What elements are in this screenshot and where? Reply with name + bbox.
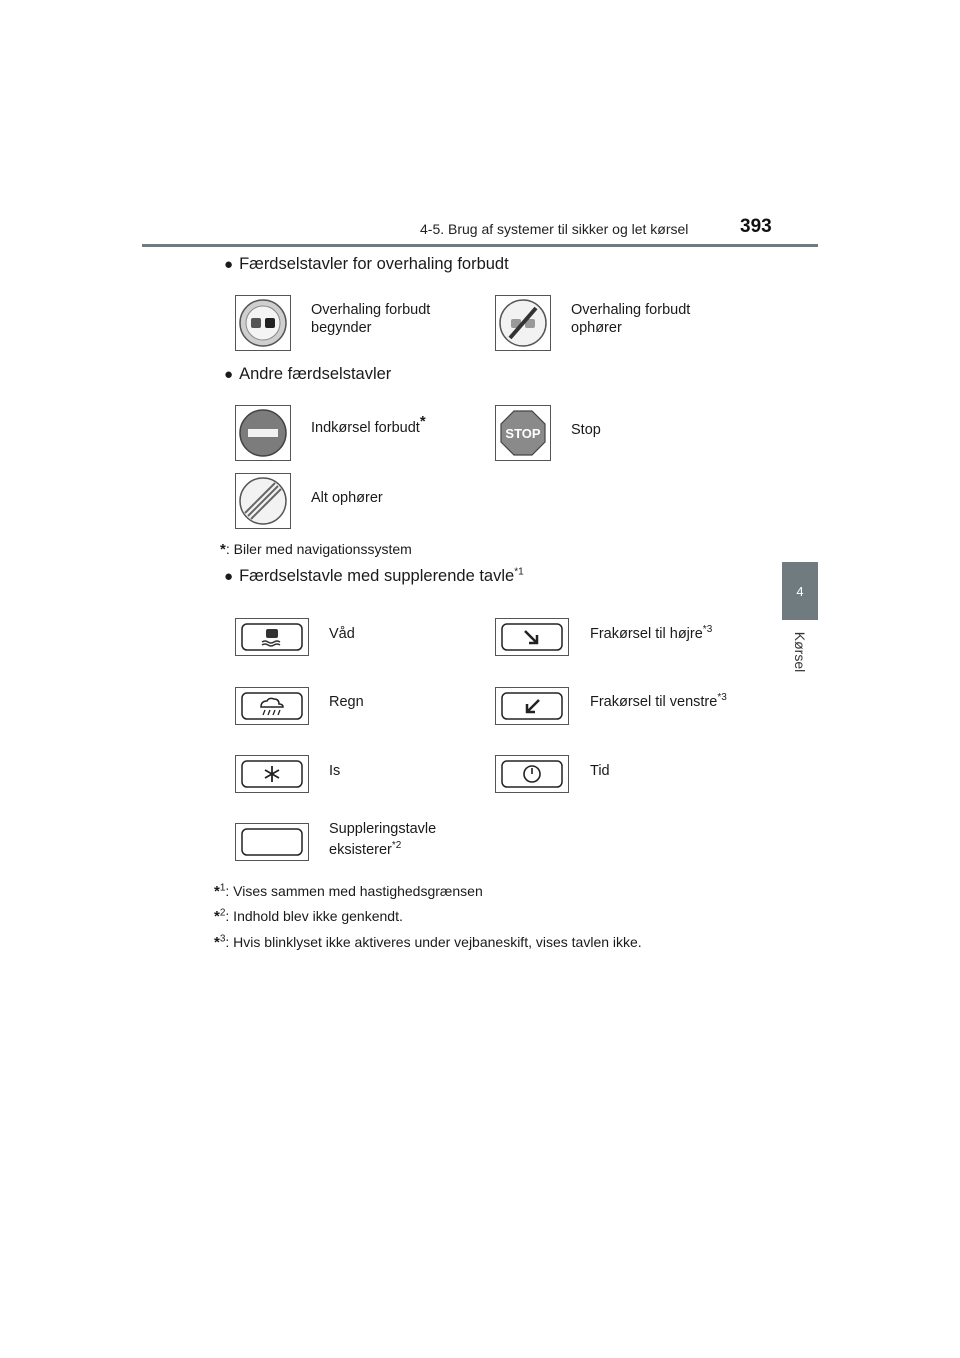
section-heading: 4-5. Brug af systemer til sikker og let kørsel	[420, 221, 689, 237]
rain-plate-icon	[235, 687, 309, 725]
no-entry-sign-icon	[235, 405, 291, 461]
sign-label: Stop	[571, 422, 601, 438]
chapter-label: Kørsel	[791, 631, 808, 673]
stop-sign-icon	[495, 405, 551, 461]
footnote-3: *$^3$: Hvis blinklyset ikke aktiveres under vejbaneskift, vises tavlen ikke.	[214, 933, 642, 951]
sign-label: Alt ophører	[311, 490, 383, 506]
plate-label: Is	[329, 763, 341, 779]
section-other-title: ● Andre færdselstavler	[224, 365, 392, 383]
ice-plate-icon	[235, 755, 309, 793]
end-no-overtaking-sign-icon	[495, 295, 551, 351]
wet-road-plate-icon	[235, 618, 309, 656]
footnote-star: *: Biler med navigationssystem	[220, 541, 412, 558]
plate-label: Regn	[329, 694, 364, 710]
plate-label: Tid	[590, 763, 610, 779]
section-supplementary-title: ● Færdselstavle med supplerende tavle$^{*1}$	[224, 566, 524, 585]
plate-label: Frakørsel til venstre$^{*3}$	[590, 692, 727, 710]
chapter-tab[interactable]	[782, 562, 818, 620]
sign-label: Overhaling forbudt ophører	[571, 302, 691, 336]
header-rule	[142, 244, 818, 247]
blank-plate-icon	[235, 823, 309, 861]
clock-plate-icon	[495, 755, 569, 793]
footnote-1: *$^1$: Vises sammen med hastighedsgrænsen	[214, 882, 483, 900]
exit-left-plate-icon	[495, 687, 569, 725]
sign-label: Overhaling forbudt begynder	[311, 302, 431, 336]
no-overtaking-sign-icon	[235, 295, 291, 351]
end-all-restrictions-sign-icon	[235, 473, 291, 529]
page-number: 393	[740, 216, 772, 237]
plate-label: Våd	[329, 626, 355, 642]
plate-label: Suppleringstavle eksisterer$^{*2}$	[329, 821, 437, 858]
chapter-number: 4	[796, 583, 804, 599]
exit-right-plate-icon	[495, 618, 569, 656]
footnote-2: *$^2$: Indhold blev ikke genkendt.	[214, 907, 403, 925]
section-overtaking-title: ● Færdselstavler for overhaling forbudt	[224, 255, 509, 273]
sign-label: Indkørsel forbudt*	[311, 413, 426, 436]
plate-label: Frakørsel til højre$^{*3}$	[590, 624, 713, 642]
stop-sign-text: STOP	[505, 426, 541, 441]
